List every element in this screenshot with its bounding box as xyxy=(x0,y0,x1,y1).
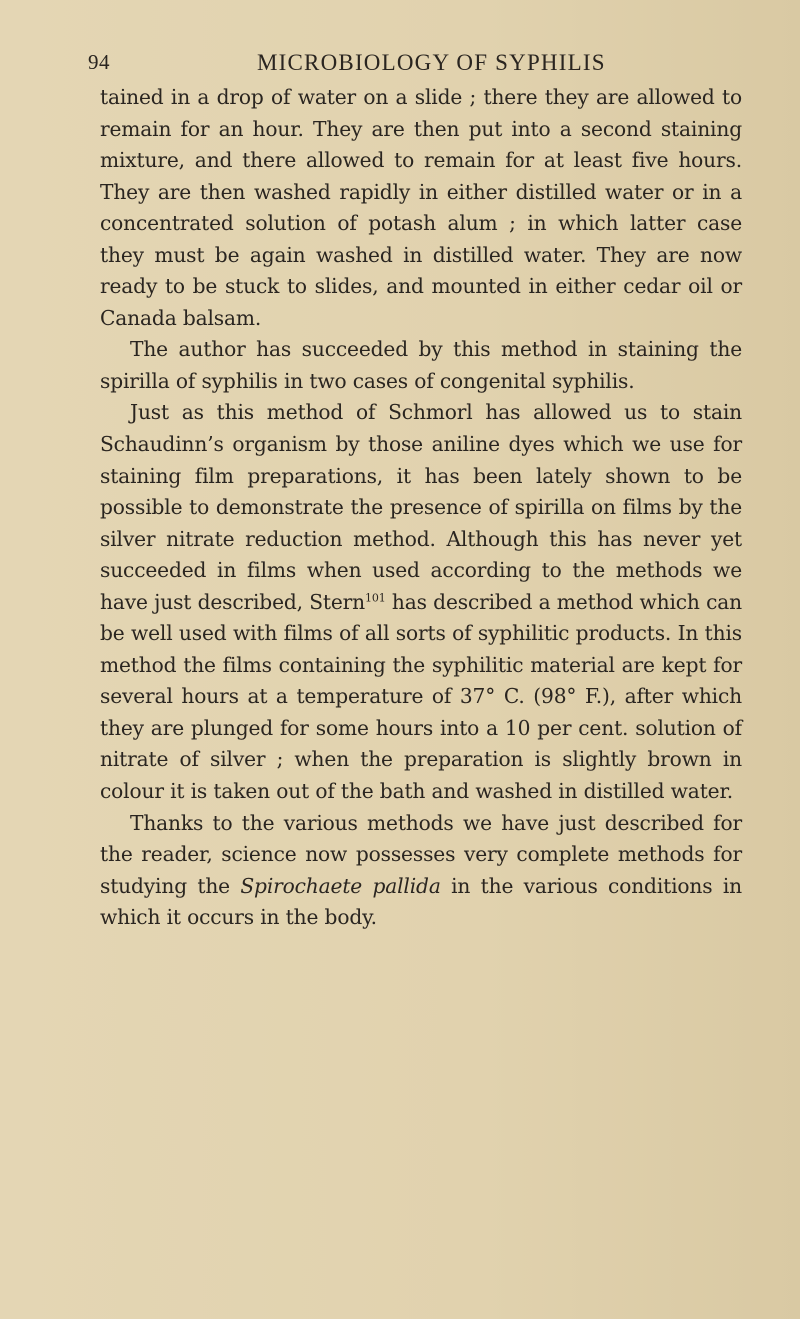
paragraph-text: Thanks to the various methods we have just described for the reader, science now possesses very complete methods for studying the xyxy=(100,810,742,898)
body-text xyxy=(100,82,742,934)
paragraph xyxy=(100,397,742,807)
paragraph xyxy=(100,808,742,934)
page-number: 94 xyxy=(88,50,110,74)
paragraph-continued: tained in a drop of water on a slide ; there they are allowed to remain for an hour. They are then put into a second staining mixture, and there allowed to remain for at least five hours. They are then washed rapidly in either distilled water or in a concentrated solution of potash alum ; in which latter case they must be again washed in distilled water. They are now ready to be stuck to slides, and mounted in either cedar oil or Canada balsam. xyxy=(100,85,742,330)
paragraph: The author has succeeded by this method in staining the spirilla of syphilis in two cases of congenital syphilis. xyxy=(100,337,742,393)
paragraph-text: has described a method which can be well used with films of all sorts of syphilitic products. In this method the films containing the syphilitic material are kept for several hours at a temperature of 37° C. (98° F.), after which they are plunged for some hours into a 10 per cent. solution of nitrate of silver ; when the preparation is slightly brown in colour it is taken out of the bath and washed in distilled water. xyxy=(100,589,742,804)
running-title: MICROBIOLOGY OF SYPHILIS xyxy=(257,50,606,75)
footnote-reference: 101 xyxy=(365,591,386,605)
paragraph-text: in the various conditions in which it occurs in the body. xyxy=(100,873,743,930)
paragraph-text: Just as this method of Schmorl has allowed us to stain Schaudinn’s organism by those aniline dyes which we use for staining film preparations, it has been lately shown to be possible to demonstrate the presence of spirilla on films by the silver nitrate reduction method. Although this has never yet succeeded in films when used according to the methods we have just described, Stern xyxy=(100,400,742,614)
species-name: Spirochaete pallida xyxy=(240,873,441,898)
